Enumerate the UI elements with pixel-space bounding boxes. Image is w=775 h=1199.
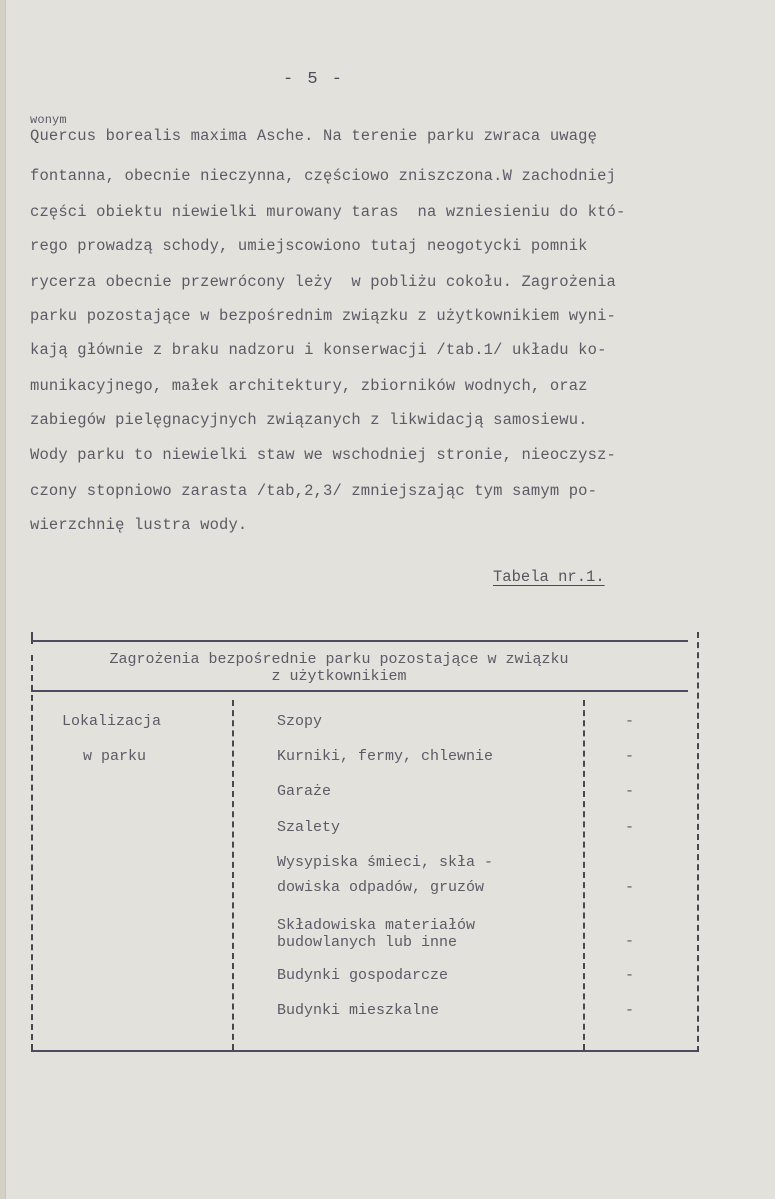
table-row-value: - [625, 1002, 635, 1019]
text-line: Wody parku to niewielki staw we wschodniej stronie, nieoczysz- [30, 446, 616, 464]
table-row-item: Budynki gospodarcze [277, 967, 449, 984]
table-row-item: Budynki mieszkalne [277, 1002, 440, 1019]
location-label-line-1: Lokalizacja [62, 713, 162, 730]
table-row-value: - [625, 713, 635, 730]
table-row-item-line-1: Składowiska materiałów [277, 917, 476, 934]
table-row-item: Szalety [277, 819, 341, 836]
table-right-border [697, 632, 699, 1052]
text-line: kają głównie z braku nadzoru i konserwacji /tab.1/ układu ko- [30, 341, 607, 359]
text-line: munikacyjnego, małek architektury, zbiorników wodnych, oraz [30, 377, 588, 395]
table-row-value: - [625, 933, 635, 950]
table-row-value: - [625, 783, 635, 800]
table-row-item-line-2: dowiska odpadów, gruzów [277, 879, 485, 896]
table-row-value: - [625, 879, 635, 896]
text-line: rycerza obecnie przewrócony leży w pobliżu cokołu. Zagrożenia [30, 273, 616, 291]
table-row-item-line-1: Wysypiska śmieci, skła - [277, 854, 494, 871]
table-header-rule [31, 690, 688, 692]
table-header-line-2: z użytkownikiem [271, 668, 407, 685]
table-header-line-1: Zagrożenia bezpośrednie parku pozostające w związku [109, 651, 569, 668]
table-left-border [31, 655, 33, 1050]
page-edge [0, 0, 6, 1199]
table-top-rule [31, 640, 688, 642]
page-number: - 5 - [283, 70, 345, 89]
text-line: wierzchnię lustra wody. [30, 516, 248, 534]
table-row-item: Garaże [277, 783, 332, 800]
table-caption: Tabela nr.1. [493, 568, 605, 586]
table-column-divider-2 [583, 700, 585, 1050]
text-line: wonym [30, 113, 67, 127]
table-left-tick [31, 632, 33, 644]
table-row-item: Kurniki, fermy, chlewnie [277, 748, 494, 765]
table-row-value: - [625, 748, 635, 765]
table-bottom-rule [31, 1050, 698, 1052]
table-row-item: Szopy [277, 713, 323, 730]
text-line: rego prowadzą schody, umiejscowiono tutaj neogotycki pomnik [30, 237, 588, 255]
table-column-divider-1 [232, 700, 234, 1050]
text-line: fontanna, obecnie nieczynna, częściowo zniszczona.W zachodniej [30, 167, 616, 185]
text-line: czony stopniowo zarasta /tab,2,3/ zmniejszając tym samym po- [30, 482, 598, 500]
table-row-value: - [625, 819, 635, 836]
location-label-line-2: w parku [83, 748, 147, 765]
text-line: parku pozostające w bezpośrednim związku z użytkownikiem wyni- [30, 307, 616, 325]
table-row-value: - [625, 967, 635, 984]
text-line: Quercus borealis maxima Asche. Na terenie parku zwraca uwagę [30, 127, 598, 145]
table-row-item-line-2: budowlanych lub inne [277, 934, 458, 951]
text-line: zabiegów pielęgnacyjnych związanych z likwidacją samosiewu. [30, 411, 588, 429]
table-header [31, 651, 647, 685]
text-line: części obiektu niewielki murowany taras na wzniesieniu do któ- [30, 203, 626, 221]
